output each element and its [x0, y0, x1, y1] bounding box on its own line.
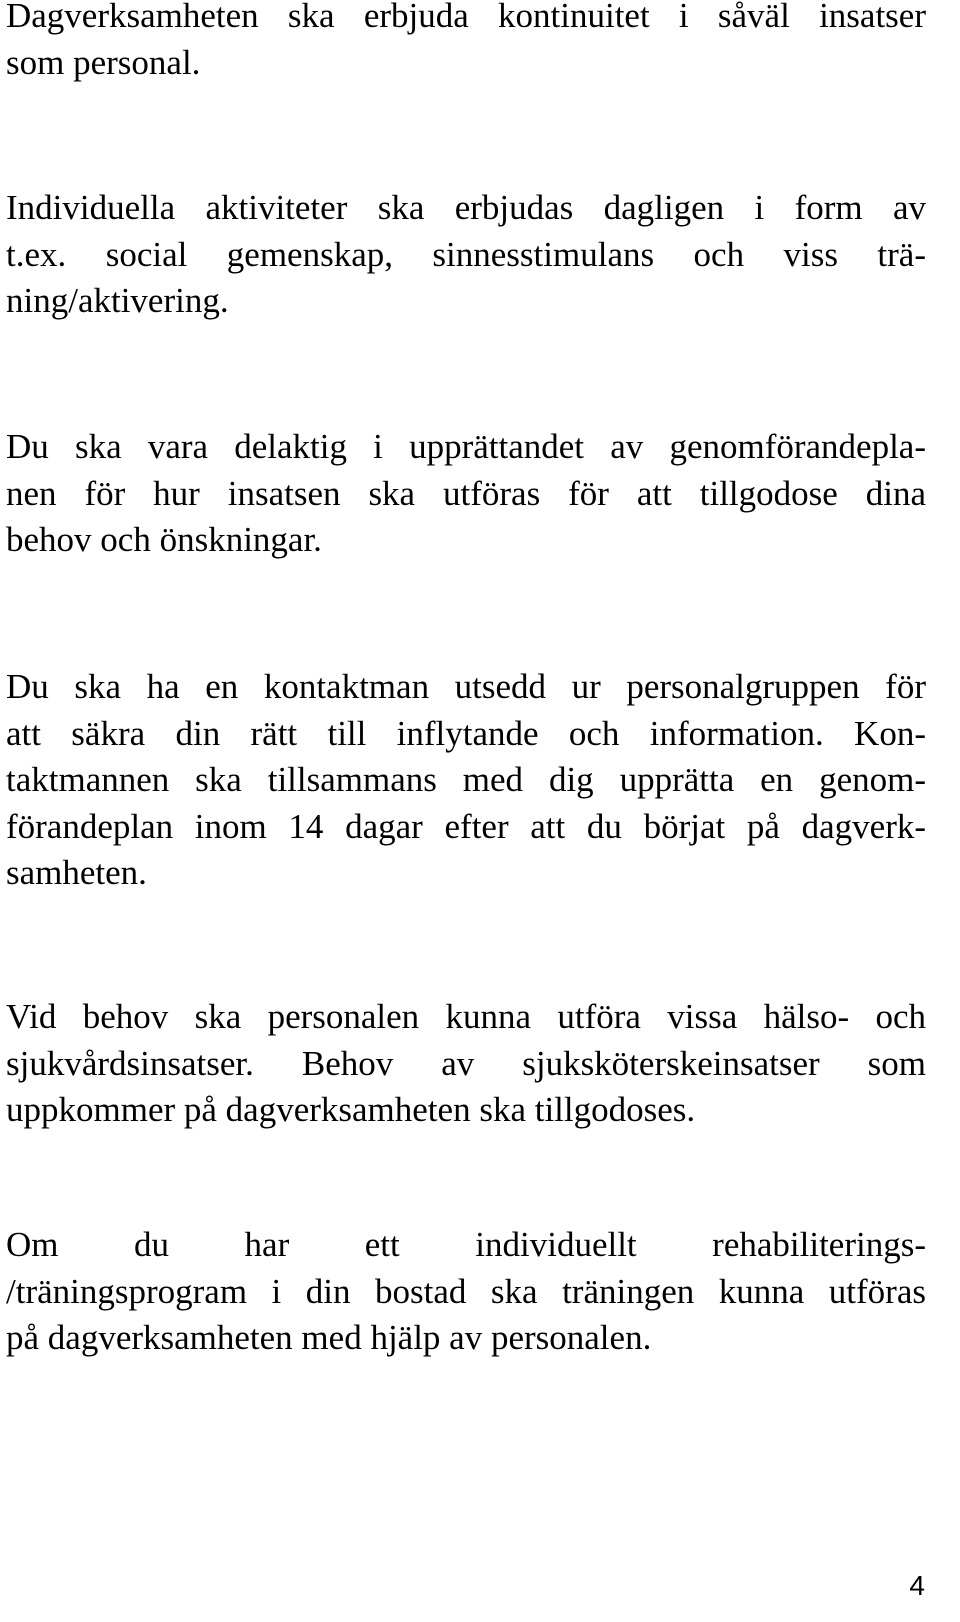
- paragraph-health-care: [6, 994, 926, 1134]
- text-line: Om du har ett individuellt rehabiliterings-: [6, 1225, 926, 1264]
- text-line: Vid behov ska personalen kunna utföra vissa hälso- och: [6, 997, 926, 1036]
- text-line: Dagverksamheten ska erbjuda kontinuitet i såväl insatser: [6, 0, 926, 35]
- text-line: på dagverksamheten med hjälp av personalen.: [6, 1318, 652, 1357]
- paragraph-individual-activities: [6, 185, 926, 325]
- text-line: behov och önskningar.: [6, 520, 322, 559]
- text-line: taktmannen ska tillsammans med dig upprätta en genom-: [6, 760, 926, 799]
- text-line: sjukvårdsinsatser. Behov av sjuksköterskeinsatser som: [6, 1043, 926, 1083]
- text-line: att säkra din rätt till inflytande och information. Kon-: [6, 713, 926, 753]
- text-line: t.ex. social gemenskap, sinnesstimulans och viss trä-: [6, 234, 926, 274]
- text-line: uppkommer på dagverksamheten ska tillgodoses.: [6, 1090, 696, 1129]
- paragraph-contact-person: [6, 664, 926, 897]
- paragraph-continuity: [6, 0, 926, 86]
- text-line: Individuella aktiviteter ska erbjudas dagligen i form av: [6, 188, 926, 227]
- page-number: 4: [909, 1570, 925, 1601]
- text-line: förandeplan inom 14 dagar efter att du börjat på dagverk-: [6, 806, 926, 846]
- text-line: /träningsprogram i din bostad ska träningen kunna utföras: [6, 1271, 926, 1311]
- text-line: samheten.: [6, 853, 147, 892]
- text-line: som personal.: [6, 42, 201, 82]
- paragraph-participation: [6, 424, 926, 564]
- text-line: ning/aktivering.: [6, 281, 229, 320]
- text-line: Du ska ha en kontaktman utsedd ur personalgruppen för: [6, 667, 926, 706]
- paragraph-rehabilitation: [6, 1222, 926, 1362]
- text-line: nen för hur insatsen ska utföras för att tillgodose dina: [6, 473, 926, 513]
- text-line: Du ska vara delaktig i upprättandet av genomförandepla-: [6, 427, 926, 466]
